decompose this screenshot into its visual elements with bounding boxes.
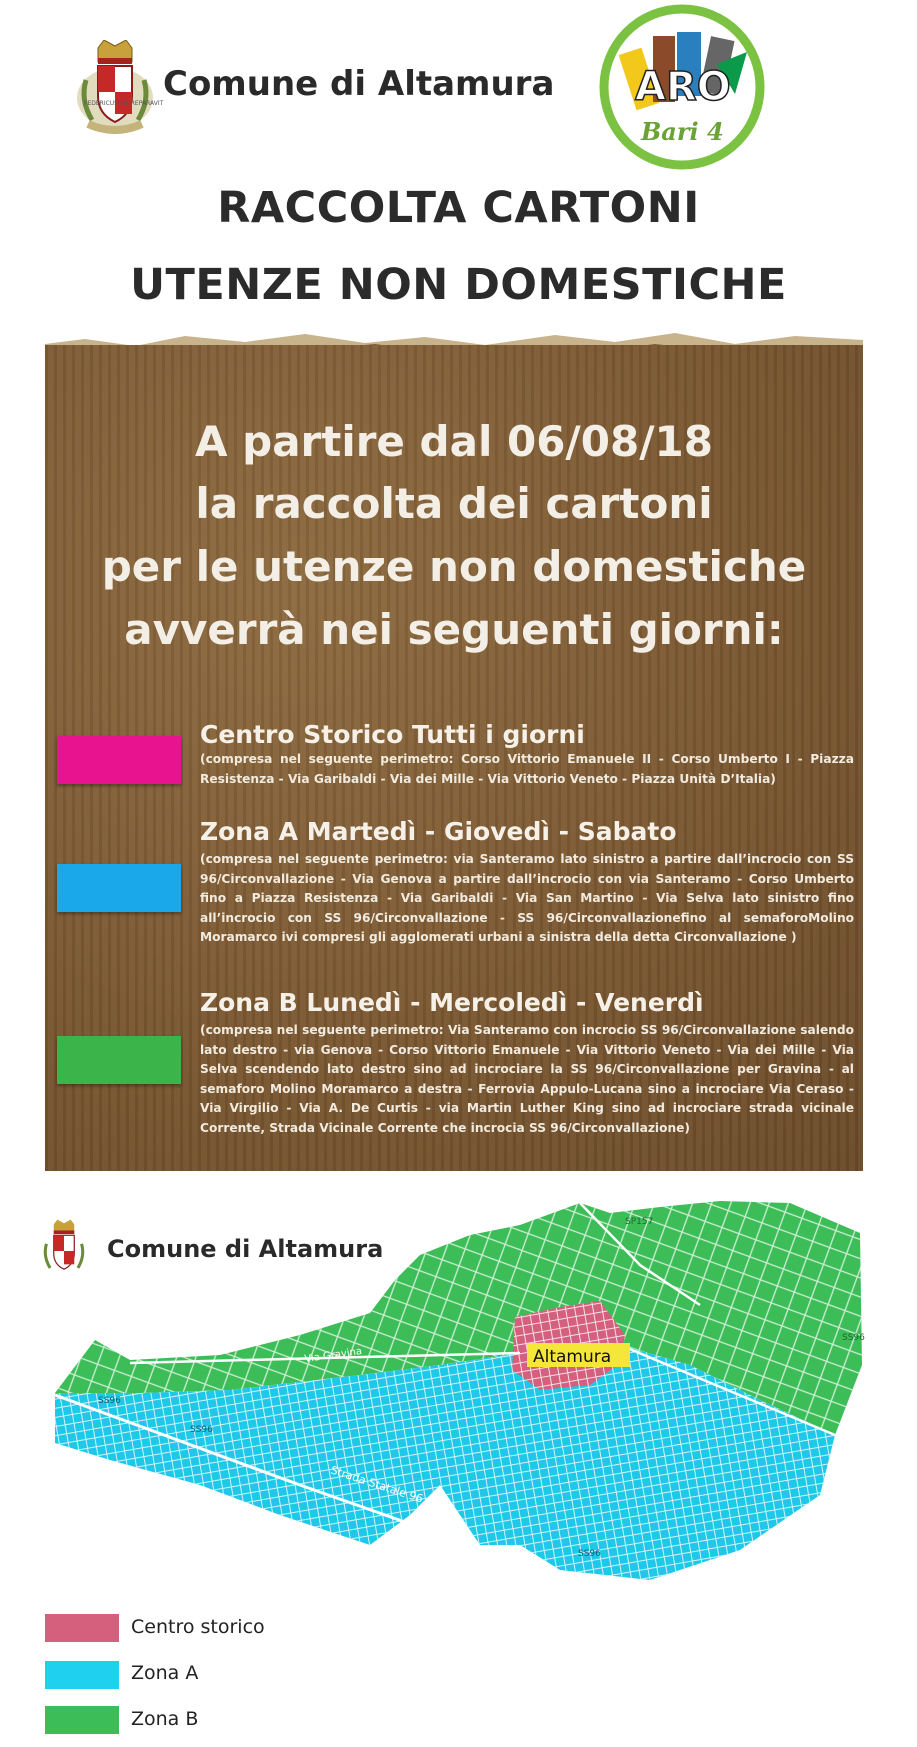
road-label-ss96-south: SS96	[578, 1549, 601, 1559]
zona-b-desc: (compresa nel seguente perimetro: Via Santeramo con incrocio SS 96/Circonvallazione salendo lato destro - via Genova - Corso Vittorio Emanuele - Via Vittorio Veneto - Via dei Mille - Via Selva scendendo lato destro sino ad incrociare la SS 96/Circonvallazione per Gravina - al semaforo Molino Moramarco a destra - Ferrovia Appulo-Lucana sino a incrociare Via Ceraso - Via Virgilio - Via A. De Curtis - via Martin Luther King sino ad incrociare strada vicinale Corrente, Strada Vicinale Corrente che incrocia SS 96/Circonvallazione)	[200, 1023, 854, 1135]
notice-line3: per le utenze non domestiche	[101, 542, 807, 591]
zone-map	[0, 1185, 917, 1625]
legend-zona-b-swatch	[45, 1706, 119, 1734]
road-label-ss96-west: SS96	[98, 1396, 121, 1406]
road-label-sp157: SP157	[625, 1217, 654, 1227]
notice-line1: A partire dal 06/08/18	[195, 417, 713, 466]
centro-storico-desc: (compresa nel seguente perimetro: Corso Vittorio Emanuele II - Corso Umberto I - Piazza Resistenza - Via Garibaldi - Via dei Mille - Via Vittorio Veneto - Piazza Unità D’Italia)	[200, 752, 854, 786]
zona-b-swatch	[57, 1036, 181, 1084]
road-label-via-gravina: Via Gravina	[303, 1346, 363, 1365]
aro-bari4-logo	[597, 2, 767, 172]
notice-line4: avverrà nei seguenti giorni:	[124, 605, 784, 654]
legend-zona-a-label: Zona A	[131, 1662, 199, 1684]
map-comune-title: Comune di Altamura	[107, 1235, 384, 1263]
zona-a-title: Zona A Martedì - Giovedì - Sabato	[200, 817, 677, 846]
cardboard-panel	[45, 345, 863, 1171]
road-label-ss96-east: SS96	[842, 1333, 865, 1343]
centro-storico-swatch	[57, 736, 181, 784]
notice-line2: la raccolta dei cartoni	[195, 479, 713, 528]
main-title-line2: UTENZE NON DOMESTICHE	[130, 260, 787, 310]
zona-a-desc: (compresa nel seguente perimetro: via Santeramo lato sinistro a partire dall’incrocio con SS 96/Circonvallazione - Via Genova a partire dall’incrocio con via Santeramo - Corso Umberto fino a Piazza Resistenza - Via Garibaldi - Via San Martino - Via Selva lato sinistro fino all’incrocio con SS 96/Circonvallazione - SS 96/Circonvallazionefino al semaforoMolino Moramarco ivi compresi gli agglomerati urbani a sinistra della detta Circonvallazione )	[200, 852, 854, 944]
legend-centro-label: Centro storico	[131, 1616, 265, 1638]
road-label-ss96-mid: SS96	[190, 1425, 213, 1435]
centro-storico-title: Centro Storico Tutti i giorni	[200, 720, 585, 749]
map-city-label: Altamura	[533, 1347, 612, 1367]
crest-motto: FEDERICUS ME REPARAVIT	[84, 100, 164, 107]
legend-zona-a-swatch	[45, 1661, 119, 1689]
zona-a-swatch	[57, 864, 181, 912]
legend-centro-swatch	[45, 1614, 119, 1642]
legend-zona-b-label: Zona B	[131, 1708, 199, 1730]
aro-logo-text: ARO	[635, 64, 731, 110]
road-label-strada-statale-96: Strada Statale 96	[329, 1463, 425, 1506]
comune-title: Comune di Altamura	[163, 64, 555, 104]
main-title-line1: RACCOLTA CARTONI	[217, 183, 700, 233]
comune-crest-logo	[72, 40, 158, 134]
zona-b-title: Zona B Lunedì - Mercoledì - Venerdì	[200, 988, 704, 1017]
aro-logo-subtext: Bari 4	[641, 117, 724, 146]
